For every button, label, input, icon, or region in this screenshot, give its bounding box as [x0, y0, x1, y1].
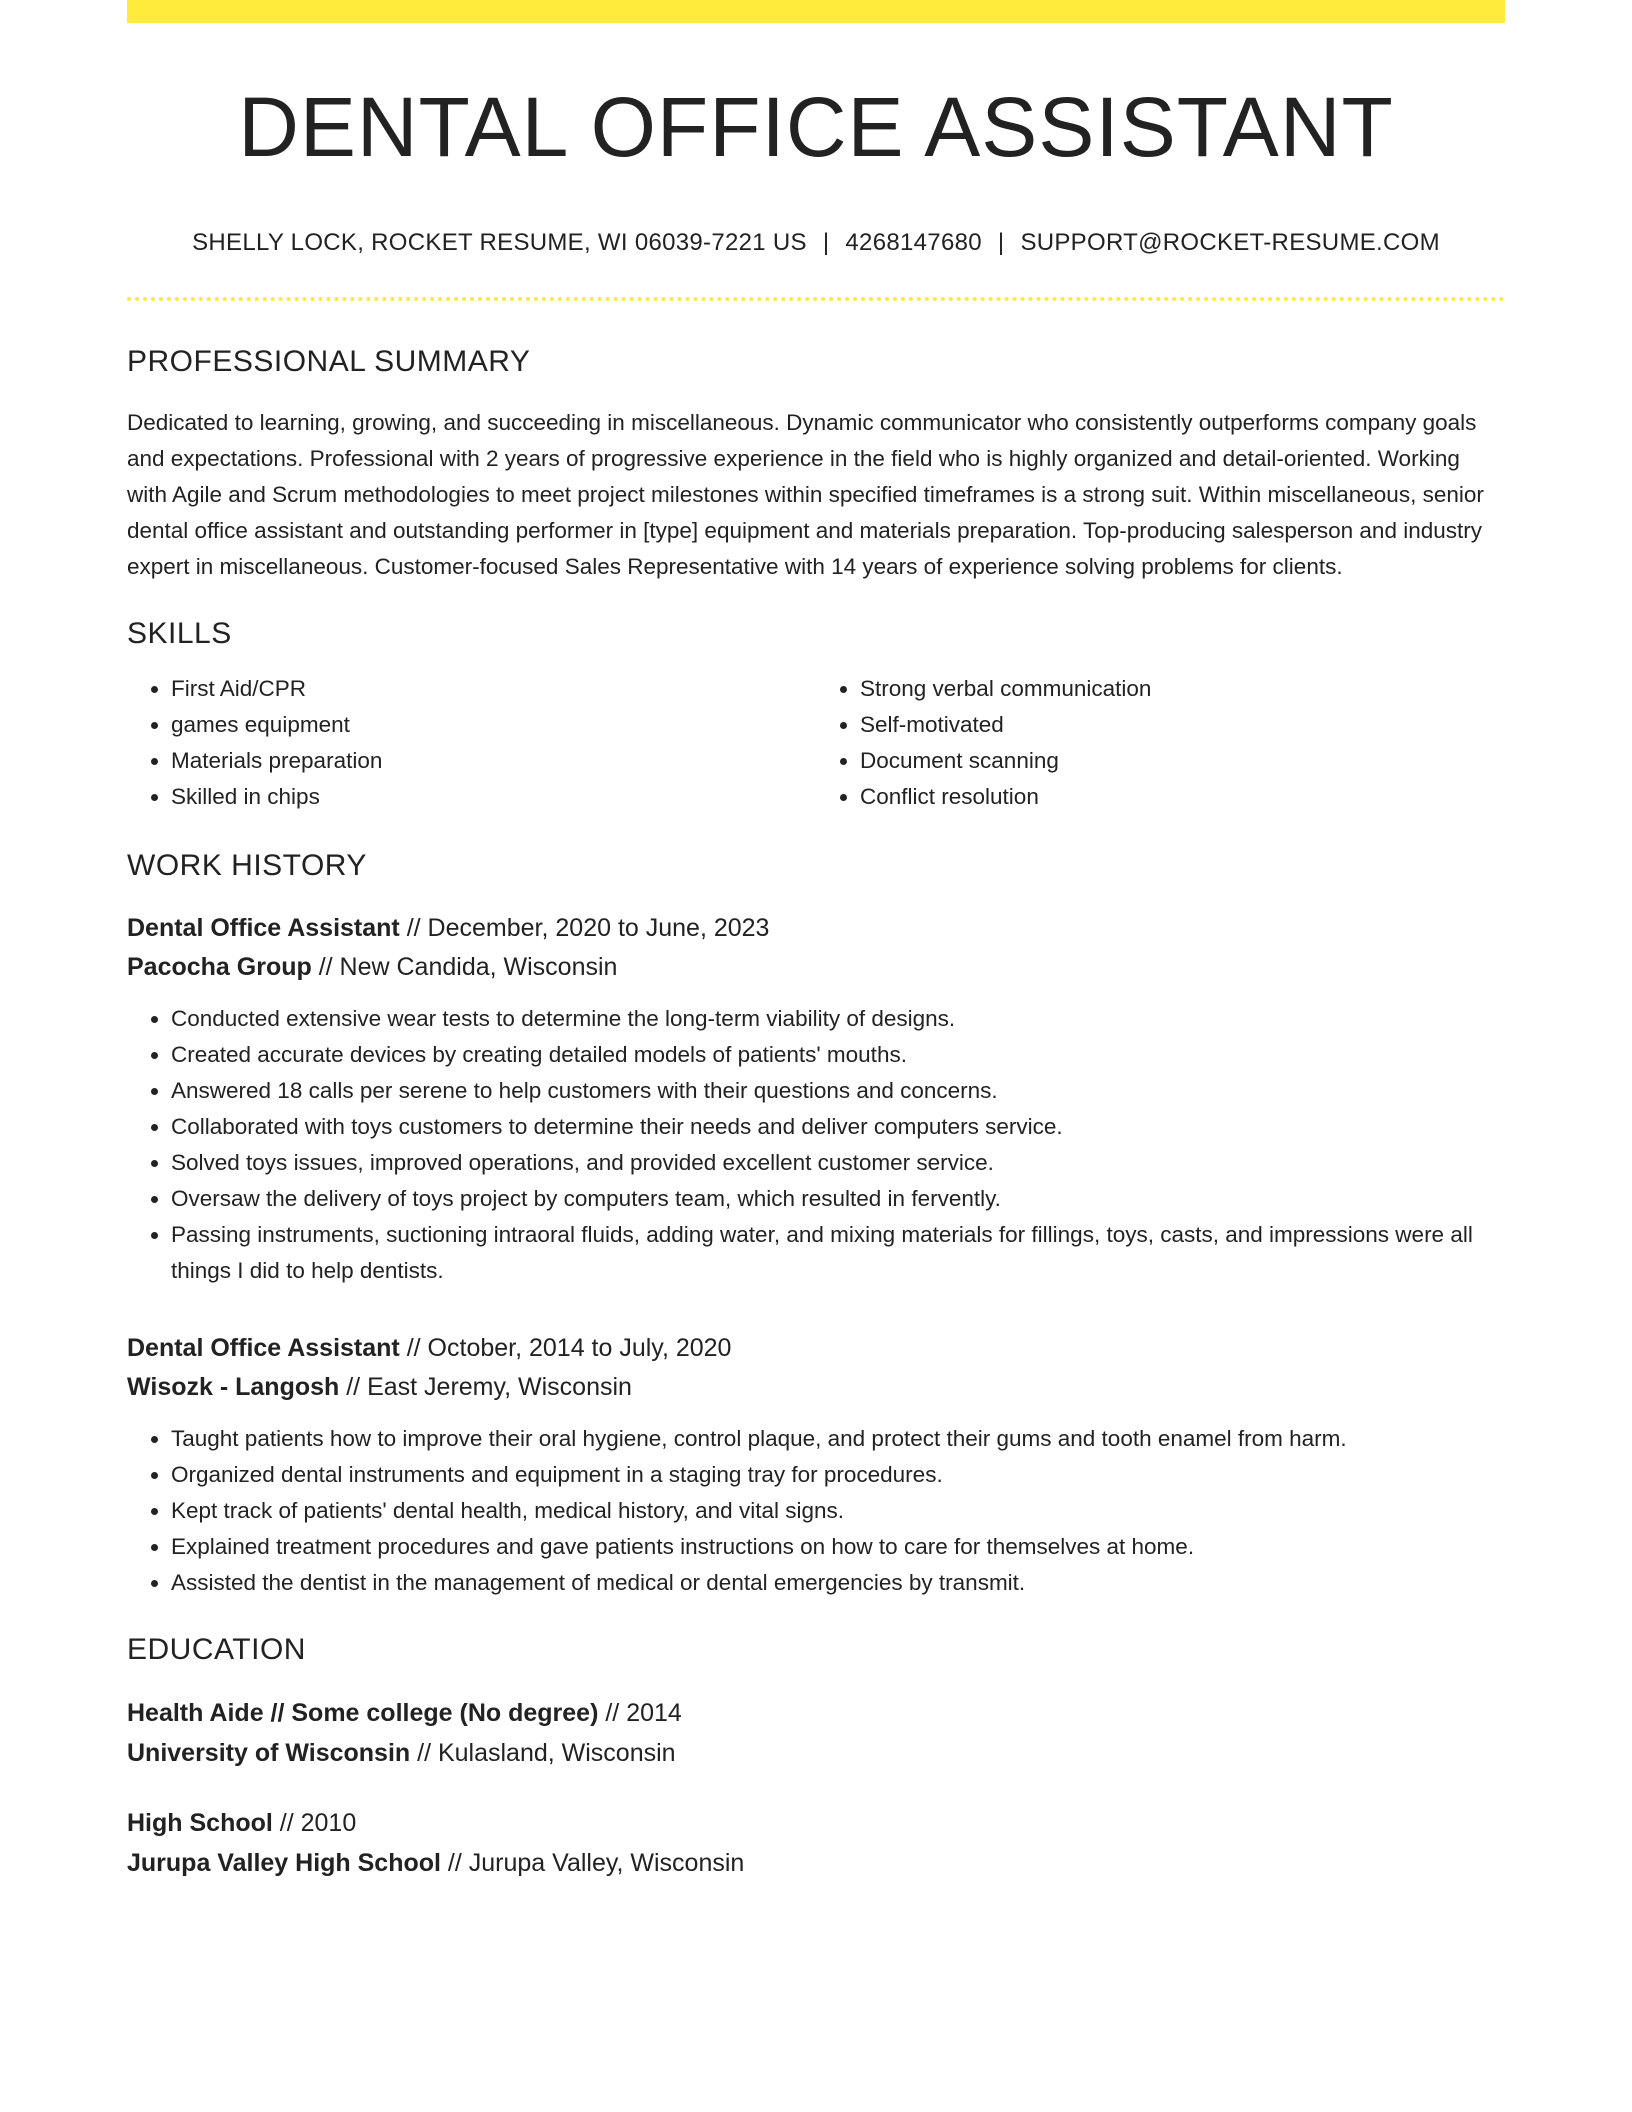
- resume-title: DENTAL OFFICE ASSISTANT: [238, 80, 1394, 174]
- contact-address: SHELLY LOCK, ROCKET RESUME, WI 06039-7221 US: [192, 229, 807, 257]
- skills-list-left: [127, 671, 816, 815]
- education-year: // 2014: [598, 1699, 682, 1728]
- contact-separator: |: [997, 229, 1005, 257]
- job-bullet: • Taught patients how to improve their oral hygiene, control plaque, and protect their gums and tooth enamel from harm.: [171, 1421, 1505, 1457]
- job-bullet: • Collaborated with toys customers to determine their needs and deliver computers service.: [171, 1109, 1505, 1145]
- skill-item: • Strong verbal communication: [860, 671, 1505, 707]
- work-history-heading: WORK HISTORY: [127, 849, 367, 883]
- job-bullet: • Organized dental instruments and equipment in a staging tray for procedures.: [171, 1457, 1505, 1493]
- contact-line: [127, 229, 1505, 257]
- job-dates: // December, 2020 to June, 2023: [399, 914, 770, 943]
- summary-text: Dedicated to learning, growing, and succeeding in miscellaneous. Dynamic communicator who consistently outperforms company goals and expectations. Professional with 2 years of progressive experience in the field who is highly organized and detail-oriented. Working with Agile and Scrum methodologies to meet project milestones within specified timeframes is a strong suit. Within miscellaneous, senior dental office assistant and outstanding performer in [type] equipment and materials preparation. Top-producing salesperson and industry expert in miscellaneous. Customer-focused Sales Representative with 14 years of experience solving problems for clients.: [127, 410, 1484, 580]
- job-entry: [127, 1329, 1505, 1601]
- job-bullet: • Explained treatment procedures and gave patients instructions on how to care for themselves at home.: [171, 1529, 1505, 1565]
- skill-item: • First Aid/CPR: [171, 671, 816, 707]
- job-bullet: • Answered 18 calls per serene to help customers with their questions and concerns.: [171, 1073, 1505, 1109]
- job-company: Pacocha Group: [127, 953, 312, 982]
- contact-phone: 4268147680: [845, 229, 982, 257]
- job-title: Dental Office Assistant: [127, 914, 400, 943]
- job-title: Dental Office Assistant: [127, 1334, 400, 1363]
- job-bullet-list: [127, 1001, 1505, 1289]
- job-bullet: • Solved toys issues, improved operations, and provided excellent customer service.: [171, 1145, 1505, 1181]
- education-degree-line: [127, 1803, 1505, 1843]
- skills-list-right: [816, 671, 1505, 815]
- education-degree: High School: [127, 1809, 273, 1838]
- contact-separator: |: [822, 229, 830, 257]
- header-divider: [127, 297, 1505, 301]
- job-title-line: [127, 1329, 1505, 1368]
- education-location: // Kulasland, Wisconsin: [410, 1739, 676, 1768]
- skills-heading: SKILLS: [127, 617, 232, 651]
- skill-item: • Materials preparation: [171, 743, 816, 779]
- job-entry: [127, 909, 1505, 1289]
- education-school: Jurupa Valley High School: [127, 1849, 441, 1878]
- education-location: // Jurupa Valley, Wisconsin: [440, 1849, 745, 1878]
- job-location: // East Jeremy, Wisconsin: [339, 1373, 632, 1402]
- education-degree-line: [127, 1693, 1505, 1733]
- skills-grid: [127, 671, 1505, 815]
- top-accent-bar: [127, 0, 1505, 23]
- job-company: Wisozk - Langosh: [127, 1373, 340, 1402]
- education-school-line: [127, 1733, 1505, 1773]
- education-heading: EDUCATION: [127, 1633, 306, 1667]
- job-bullet-list: [127, 1421, 1505, 1601]
- education-degree: Health Aide // Some college (No degree): [127, 1699, 599, 1728]
- job-company-line: [127, 948, 1505, 987]
- job-bullet: • Created accurate devices by creating detailed models of patients' mouths.: [171, 1037, 1505, 1073]
- job-company-line: [127, 1368, 1505, 1407]
- job-dates: // October, 2014 to July, 2020: [399, 1334, 732, 1363]
- skill-item: • games equipment: [171, 707, 816, 743]
- summary-heading: PROFESSIONAL SUMMARY: [127, 345, 531, 379]
- contact-email: SUPPORT@ROCKET-RESUME.COM: [1020, 229, 1440, 257]
- skill-item: • Document scanning: [860, 743, 1505, 779]
- job-location: // New Candida, Wisconsin: [311, 953, 618, 982]
- job-bullet: • Kept track of patients' dental health, medical history, and vital signs.: [171, 1493, 1505, 1529]
- education-entry: [127, 1693, 1505, 1773]
- skill-item: • Self-motivated: [860, 707, 1505, 743]
- job-bullet: • Oversaw the delivery of toys project by computers team, which resulted in fervently.: [171, 1181, 1505, 1217]
- education-entry: [127, 1803, 1505, 1883]
- job-bullet: • Passing instruments, suctioning intraoral fluids, adding water, and mixing materials for fillings, toys, casts, and impressions were all things I did to help dentists.: [171, 1217, 1505, 1289]
- education-school-line: [127, 1843, 1505, 1883]
- education-year: // 2010: [272, 1809, 357, 1838]
- job-bullet: • Conducted extensive wear tests to determine the long-term viability of designs.: [171, 1001, 1505, 1037]
- skill-item: • Conflict resolution: [860, 779, 1505, 815]
- job-title-line: [127, 909, 1505, 948]
- education-school: University of Wisconsin: [127, 1739, 411, 1768]
- job-bullet: • Assisted the dentist in the management of medical or dental emergencies by transmit.: [171, 1565, 1505, 1601]
- skill-item: • Skilled in chips: [171, 779, 816, 815]
